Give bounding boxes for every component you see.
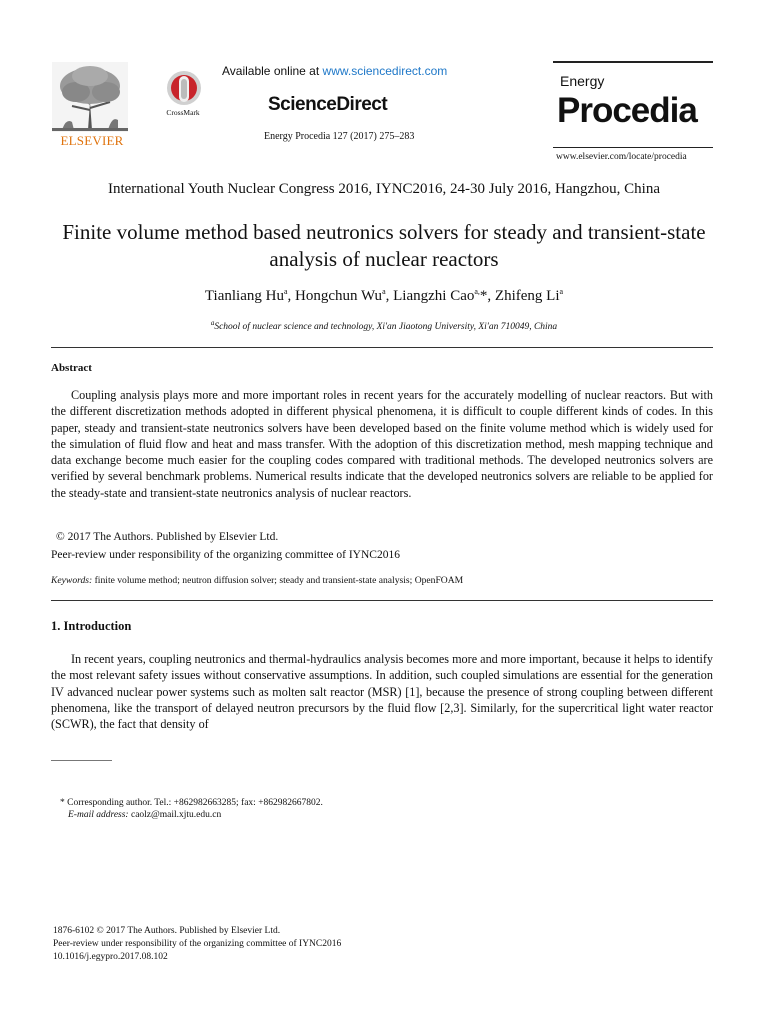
author-separator: ,	[385, 288, 394, 304]
author-affil-mark: a	[559, 287, 564, 296]
footer-peer-review: Peer-review under responsibility of the organizing committee of IYNC2016	[53, 939, 342, 949]
corresponding-author-note: * Corresponding author. Tel.: +862982663285; fax: +862982667802.	[60, 798, 323, 808]
sciencedirect-brand: ScienceDirect	[268, 94, 388, 115]
sciencedirect-link[interactable]: www.sciencedirect.com	[322, 64, 448, 78]
introduction-heading: 1. Introduction	[51, 619, 132, 633]
introduction-paragraph: In recent years, coupling neutronics and thermal-hydraulics analysis becomes more and more important, because it helps to identify the most relevant safety issues without conservative assumptions. In addition, such coupled simulations are essential for the generation IV advanced nuclear power systems such as molten salt reactor (MSR) [1], because the presence of strong coupling between different phenomena, like the transport of delayed neutron precursors by the fluid flow [2,3]. Similarly, for the supercritical light water reactor (SCWR), the fact that density of	[51, 652, 714, 732]
doi-link[interactable]: 10.1016/j.egypro.2017.08.102	[53, 952, 168, 962]
author-separator: ,	[487, 288, 495, 304]
abstract-paragraph: Coupling analysis plays more and more important roles in recent years for the accurately modelling of nuclear reactors. But with the different discretization methods adopted in different physical phenomena, it is difficult to couple different kinds of codes. In this paper, steady and transient-state neutronics solvers have been developed based on the finite volume method which is widely used for the simulation of fluid flow and heat and mass transfer. With the adoption of this discretization method, mesh mapping technique and data exchange become much easier for the coupling codes compared with traditional methods. The developed neutronics solvers are verified by several benchmark problems. Numerical results indicate that the developed neutronics solvers are reliable to be applied for the steady-state and transient-state neutronics analysis of nuclear reactors.	[51, 388, 713, 500]
available-online-line	[222, 64, 447, 78]
email-note	[68, 810, 221, 820]
journal-url-link[interactable]: www.elsevier.com/locate/procedia	[556, 152, 687, 162]
corresponding-mark: *	[479, 288, 488, 304]
introduction-body	[51, 651, 713, 732]
publisher-name: ELSEVIER	[60, 133, 124, 148]
journal-reference: Energy Procedia 127 (2017) 275–283	[264, 131, 415, 142]
affiliation-mark: a	[210, 319, 215, 327]
conference-line: International Youth Nuclear Congress 2016, IYNC2016, 24-30 July 2016, Hangzhou, China	[107, 181, 661, 197]
author-list	[0, 287, 768, 305]
available-prefix: Available online at	[222, 64, 323, 78]
author-affil-mark: a,	[474, 287, 480, 296]
crossmark-label: CrossMark	[166, 108, 200, 117]
keywords-label: Keywords:	[51, 575, 93, 586]
author-separator: ,	[287, 288, 296, 304]
abstract-body	[51, 387, 713, 501]
journal-word-procedia: Procedia	[557, 91, 697, 130]
author-affil-mark: a	[283, 287, 288, 296]
affiliation	[0, 319, 768, 332]
email-address-link[interactable]: caolz@mail.xjtu.edu.cn	[128, 810, 222, 820]
author-name: Tianliang Hu	[204, 288, 284, 304]
section-divider	[51, 600, 713, 601]
paper-title: Finite volume method based neutronics solvers for steady and transient-state analysis of nuclear reactors	[62, 220, 706, 271]
email-label: E-mail address:	[68, 810, 129, 820]
peer-review-line: Peer-review under responsibility of the organizing committee of IYNC2016	[51, 549, 400, 561]
author-name: Liangzhi Cao	[393, 288, 475, 304]
author-name: Hongchun Wu	[295, 288, 383, 304]
journal-word-energy: Energy	[560, 73, 605, 89]
keywords-text: finite volume method; neutron diffusion solver; steady and transient-state analysis; OpenFOAM	[92, 575, 464, 586]
keywords-line	[51, 575, 463, 586]
abstract-heading: Abstract	[51, 362, 92, 374]
footnote-divider	[51, 760, 112, 761]
author-name: Zhifeng Li	[494, 288, 560, 304]
author-affil-mark: a	[382, 287, 386, 296]
affiliation-text: School of nuclear science and technology, Xi'an Jiaotong University, Xi'an 710049, China	[214, 322, 558, 333]
copyright-line: © 2017 The Authors. Published by Elsevier Ltd.	[56, 531, 279, 543]
section-divider	[51, 347, 713, 348]
issn-copyright-line: 1876-6102 © 2017 The Authors. Published by Elsevier Ltd.	[53, 926, 281, 936]
